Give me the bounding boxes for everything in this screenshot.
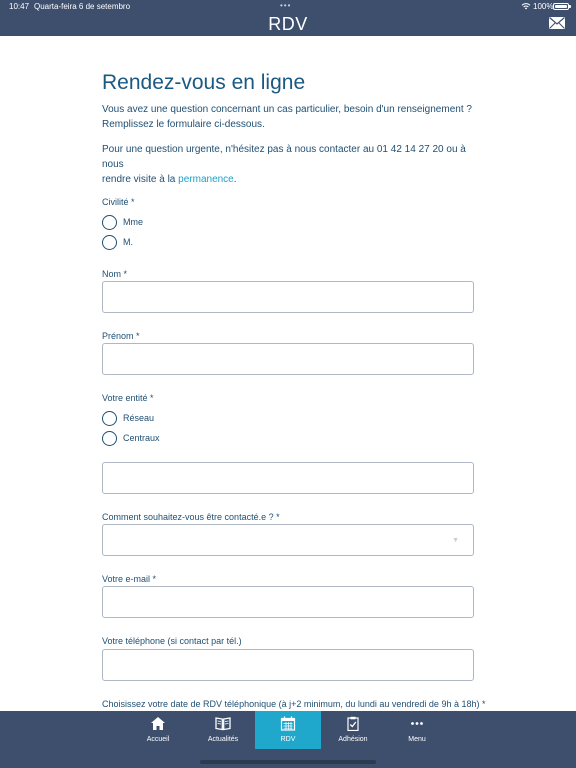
status-time: 10:47: [9, 2, 30, 11]
home-indicator[interactable]: [200, 760, 376, 764]
entite-label: Votre entité *: [102, 393, 154, 403]
book-icon: [215, 716, 231, 731]
intro-line-1: Vous avez une question concernant un cas particulier, besoin d'un renseignement ?: [102, 104, 472, 115]
calendar-icon: [280, 716, 296, 731]
civilite-option-m[interactable]: [102, 234, 133, 250]
more-icon: [409, 716, 425, 731]
nav-item-actualites[interactable]: [190, 711, 256, 749]
contact-method-label: Comment souhaitez-vous être contacté.e ? *: [102, 512, 280, 522]
nav-label-rdv: RDV: [280, 736, 296, 743]
civilite-label: Civilité *: [102, 197, 135, 207]
clipboard-check-icon: [345, 716, 361, 731]
telephone-field[interactable]: [102, 649, 474, 681]
nav-item-adhesion[interactable]: [320, 711, 386, 749]
entite-option-centraux[interactable]: [102, 430, 160, 446]
nav-item-accueil[interactable]: [125, 711, 191, 749]
civilite-option-mme[interactable]: [102, 214, 143, 230]
page-header-title: RDV: [268, 14, 308, 34]
radio-centraux[interactable]: [102, 431, 117, 446]
telephone-label: Votre téléphone (si contact par tél.): [102, 636, 242, 646]
email-field[interactable]: [102, 586, 474, 618]
entite-detail-field[interactable]: [102, 462, 474, 494]
permanence-link[interactable]: permanence: [178, 174, 234, 185]
nom-label: Nom *: [102, 269, 128, 279]
chevron-down-icon: ▼: [452, 537, 459, 544]
page-title: Rendez-vous en ligne: [102, 71, 306, 94]
urgent-line-2-prefix: rendre visite à la: [102, 174, 179, 185]
home-icon: [150, 716, 166, 731]
urgent-line-2-suffix: .: [233, 174, 237, 185]
intro-line-2: Remplissez le formulaire ci-dessous.: [102, 119, 265, 130]
battery-percent: 100%: [533, 2, 554, 11]
nav-label-adhesion: Adhésion: [338, 736, 368, 743]
radio-m-label: M.: [123, 237, 133, 247]
radio-m[interactable]: [102, 235, 117, 250]
multitasking-dots[interactable]: •••: [280, 1, 292, 10]
nav-label-accueil: Accueil: [146, 736, 170, 743]
mail-icon[interactable]: [549, 17, 565, 29]
prenom-label: Prénom *: [102, 331, 140, 341]
wifi-icon: [521, 2, 531, 10]
top-bar: [0, 0, 576, 36]
radio-mme[interactable]: [102, 215, 117, 230]
radio-mme-label: Mme: [123, 217, 143, 227]
battery-icon: [553, 3, 569, 10]
contact-method-select[interactable]: [102, 524, 474, 556]
radio-centraux-label: Centraux: [123, 433, 160, 443]
radio-reseau-label: Réseau: [123, 413, 155, 423]
entite-option-reseau[interactable]: [102, 410, 154, 426]
email-label: Votre e-mail *: [102, 574, 157, 584]
intro-text: [102, 102, 474, 132]
nav-label-actualites: Actualités: [207, 736, 239, 743]
nav-item-menu[interactable]: [384, 711, 450, 749]
status-date: Quarta-feira 6 de setembro: [34, 2, 131, 11]
rdv-date-label: Choisissez votre date de RDV téléphonique (à j+2 minimum, du lundi au vendredi de 9h à 18h) *: [102, 699, 486, 709]
nav-label-menu: Menu: [408, 736, 426, 743]
urgent-contact-text: [102, 142, 474, 187]
nom-field[interactable]: [102, 281, 474, 313]
urgent-line-1: Pour une question urgente, n'hésitez pas à nous contacter au 01 42 14 27 20 ou à nous: [102, 144, 466, 170]
radio-reseau[interactable]: [102, 411, 117, 426]
nav-item-rdv[interactable]: [255, 711, 321, 749]
prenom-field[interactable]: [102, 343, 474, 375]
